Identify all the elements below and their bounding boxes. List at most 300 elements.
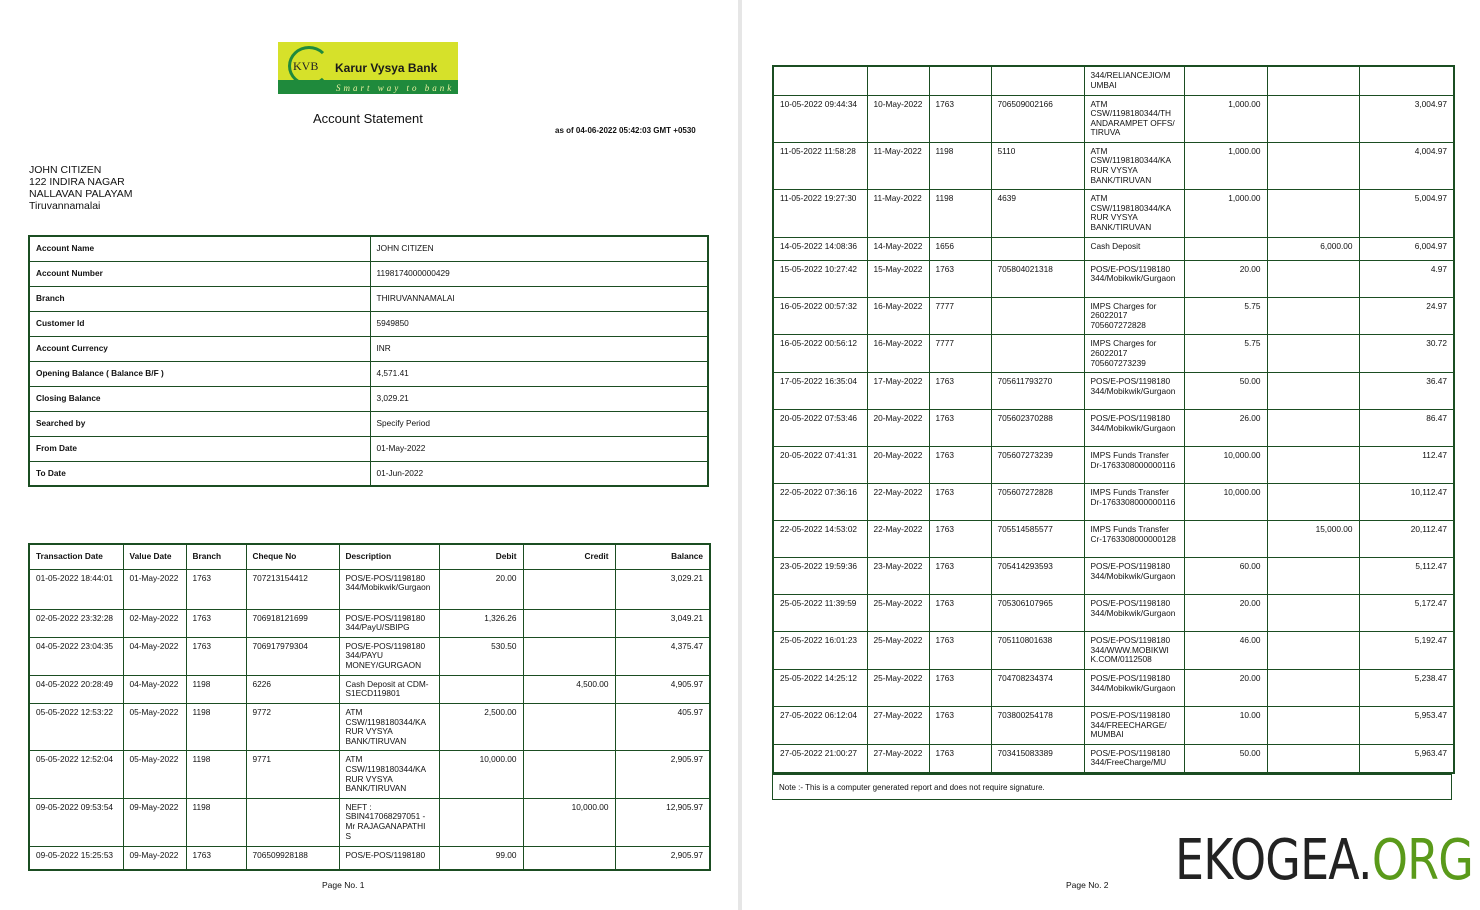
- description-cell: IMPS Charges for 26022017 705607272828: [1084, 297, 1184, 335]
- transaction-date-cell: 16-05-2022 00:56:12: [773, 335, 867, 373]
- value-date-cell: 23-May-2022: [867, 558, 929, 595]
- credit-cell: [1267, 410, 1359, 447]
- transaction-date-cell: 14-05-2022 14:08:36: [773, 237, 867, 260]
- table-row: [773, 706, 1454, 744]
- cheque-no-cell: 707213154412: [246, 569, 339, 609]
- branch-cell: 1198: [929, 190, 991, 237]
- table-row: [773, 669, 1454, 706]
- credit-cell: 10,000.00: [523, 798, 615, 846]
- debit-cell: [439, 675, 523, 703]
- column-header-transaction-date: Transaction Date: [29, 544, 123, 569]
- debit-cell: 10.00: [1184, 706, 1267, 744]
- branch-cell: 1763: [186, 846, 246, 870]
- address-line: NALLAVAN PALAYAM: [29, 188, 133, 200]
- credit-cell: [1267, 669, 1359, 706]
- table-row: [29, 846, 710, 870]
- credit-cell: [1267, 558, 1359, 595]
- column-header-balance: Balance: [615, 544, 710, 569]
- account-info-row: [29, 286, 708, 311]
- field-value: INR: [370, 336, 708, 361]
- branch-cell: 1763: [186, 609, 246, 637]
- field-value: 01-May-2022: [370, 436, 708, 461]
- cheque-no-cell: 706509002166: [991, 95, 1084, 142]
- field-value: 4,571.41: [370, 361, 708, 386]
- debit-cell: 26.00: [1184, 410, 1267, 447]
- table-row: [29, 675, 710, 703]
- balance-cell: 4.97: [1359, 260, 1454, 297]
- description-cell: POS/E-POS/1198180 344/Mobikwik/Gurgaon: [1084, 373, 1184, 410]
- credit-cell: [1267, 373, 1359, 410]
- balance-cell: 2,905.97: [615, 751, 710, 798]
- account-info-row: [29, 336, 708, 361]
- transaction-date-cell: 11-05-2022 19:27:30: [773, 190, 867, 237]
- credit-cell: [1267, 66, 1359, 95]
- credit-cell: [523, 846, 615, 870]
- table-row: [773, 521, 1454, 558]
- branch-cell: 1763: [929, 706, 991, 744]
- branch-cell: 7777: [929, 335, 991, 373]
- credit-cell: [523, 609, 615, 637]
- cheque-no-cell: 705607272828: [991, 484, 1084, 521]
- balance-cell: 5,172.47: [1359, 595, 1454, 632]
- cheque-no-cell: 705514585577: [991, 521, 1084, 558]
- debit-cell: 5.75: [1184, 335, 1267, 373]
- credit-cell: 15,000.00: [1267, 521, 1359, 558]
- debit-cell: 20.00: [1184, 595, 1267, 632]
- cheque-no-cell: 9771: [246, 751, 339, 798]
- transactions-table-page-1: [28, 543, 711, 871]
- account-info-table: [28, 235, 709, 487]
- credit-cell: [523, 751, 615, 798]
- branch-cell: [929, 66, 991, 95]
- credit-cell: [1267, 142, 1359, 189]
- debit-cell: [439, 798, 523, 846]
- value-date-cell: 10-May-2022: [867, 95, 929, 142]
- field-value: 5949850: [370, 311, 708, 336]
- cheque-no-cell: 705607273239: [991, 447, 1084, 484]
- logo-abbr: KVB: [293, 59, 319, 73]
- balance-cell: 3,049.21: [615, 609, 710, 637]
- table-row: [773, 335, 1454, 373]
- transaction-date-cell: 25-05-2022 14:25:12: [773, 669, 867, 706]
- description-cell: IMPS Funds Transfer Dr-1763308000000116: [1084, 447, 1184, 484]
- debit-cell: 20.00: [1184, 260, 1267, 297]
- field-value: 01-Jun-2022: [370, 461, 708, 486]
- branch-cell: 7777: [929, 297, 991, 335]
- debit-cell: 530.50: [439, 637, 523, 675]
- description-cell: Cash Deposit: [1084, 237, 1184, 260]
- field-label: Branch: [29, 286, 370, 311]
- account-info-row: [29, 461, 708, 486]
- transaction-date-cell: 23-05-2022 19:59:36: [773, 558, 867, 595]
- debit-cell: 1,000.00: [1184, 190, 1267, 237]
- cheque-no-cell: 705602370288: [991, 410, 1084, 447]
- branch-cell: 1198: [186, 798, 246, 846]
- transaction-date-cell: 09-05-2022 15:25:53: [29, 846, 123, 870]
- branch-cell: 1763: [929, 558, 991, 595]
- branch-cell: 1763: [929, 484, 991, 521]
- cheque-no-cell: [991, 335, 1084, 373]
- watermark-main: EKOGEA.: [1175, 828, 1372, 893]
- page-separator: [738, 0, 742, 910]
- value-date-cell: 14-May-2022: [867, 237, 929, 260]
- table-row: [773, 190, 1454, 237]
- column-header-description: Description: [339, 544, 439, 569]
- description-cell: POS/E-POS/1198180 344/PayU/SBIPG: [339, 609, 439, 637]
- field-label: Searched by: [29, 411, 370, 436]
- branch-cell: 1763: [929, 410, 991, 447]
- value-date-cell: 11-May-2022: [867, 142, 929, 189]
- description-cell: ATM CSW/1198180344/KA RUR VYSYA BANK/TIRUVAN: [1084, 190, 1184, 237]
- page-title: Account Statement: [313, 111, 423, 126]
- credit-cell: [1267, 297, 1359, 335]
- transaction-date-cell: 04-05-2022 23:04:35: [29, 637, 123, 675]
- field-label: Customer Id: [29, 311, 370, 336]
- account-info-row: [29, 236, 708, 261]
- description-cell: ATM CSW/1198180344/TH ANDARAMPET OFFS/ TIRUVA: [1084, 95, 1184, 142]
- debit-cell: 20.00: [439, 569, 523, 609]
- description-cell: POS/E-POS/1198180 344/Mobikwik/Gurgaon: [1084, 260, 1184, 297]
- logo-bank-name: Karur Vysya Bank: [335, 61, 438, 75]
- table-row: [773, 373, 1454, 410]
- credit-cell: 4,500.00: [523, 675, 615, 703]
- credit-cell: [523, 569, 615, 609]
- table-row: [29, 569, 710, 609]
- branch-cell: 1763: [929, 447, 991, 484]
- description-cell: POS/E-POS/1198180 344/Mobikwik/Gurgaon: [1084, 410, 1184, 447]
- transaction-date-cell: 02-05-2022 23:32:28: [29, 609, 123, 637]
- table-row: [29, 798, 710, 846]
- customer-address: [29, 164, 132, 212]
- debit-cell: 10,000.00: [439, 751, 523, 798]
- credit-cell: [1267, 447, 1359, 484]
- field-label: From Date: [29, 436, 370, 461]
- transaction-date-cell: 10-05-2022 09:44:34: [773, 95, 867, 142]
- cheque-no-cell: 705611793270: [991, 373, 1084, 410]
- value-date-cell: 02-May-2022: [123, 609, 186, 637]
- credit-cell: [1267, 484, 1359, 521]
- description-cell: IMPS Funds Transfer Dr-1763308000000116: [1084, 484, 1184, 521]
- description-cell: 344/RELIANCEJIO/M UMBAI: [1084, 66, 1184, 95]
- value-date-cell: 20-May-2022: [867, 447, 929, 484]
- table-row: [29, 703, 710, 750]
- balance-cell: 20,112.47: [1359, 521, 1454, 558]
- cheque-no-cell: 705804021318: [991, 260, 1084, 297]
- field-value: 1198174000000429: [370, 261, 708, 286]
- value-date-cell: 22-May-2022: [867, 484, 929, 521]
- cheque-no-cell: [991, 66, 1084, 95]
- debit-cell: 5.75: [1184, 297, 1267, 335]
- balance-cell: 36.47: [1359, 373, 1454, 410]
- branch-cell: 1763: [929, 632, 991, 670]
- debit-cell: 50.00: [1184, 373, 1267, 410]
- branch-cell: 1763: [186, 569, 246, 609]
- balance-cell: 112.47: [1359, 447, 1454, 484]
- cheque-no-cell: 706918121699: [246, 609, 339, 637]
- value-date-cell: 16-May-2022: [867, 335, 929, 373]
- transaction-date-cell: 20-05-2022 07:53:46: [773, 410, 867, 447]
- value-date-cell: 15-May-2022: [867, 260, 929, 297]
- description-cell: POS/E-POS/1198180 344/Mobikwik/Gurgaon: [1084, 595, 1184, 632]
- value-date-cell: 25-May-2022: [867, 595, 929, 632]
- transaction-date-cell: 11-05-2022 11:58:28: [773, 142, 867, 189]
- debit-cell: 1,000.00: [1184, 142, 1267, 189]
- table-row: [773, 237, 1454, 260]
- statement-timestamp: as of 04-06-2022 05:42:03 GMT +0530: [555, 126, 696, 135]
- balance-cell: 30.72: [1359, 335, 1454, 373]
- cheque-no-cell: 5110: [991, 142, 1084, 189]
- credit-cell: [1267, 335, 1359, 373]
- value-date-cell: 25-May-2022: [867, 632, 929, 670]
- description-cell: POS/E-POS/1198180 344/PAYU MONEY/GURGAON: [339, 637, 439, 675]
- transaction-date-cell: 05-05-2022 12:53:22: [29, 703, 123, 750]
- balance-cell: 10,112.47: [1359, 484, 1454, 521]
- branch-cell: 1198: [929, 142, 991, 189]
- cheque-no-cell: 704708234374: [991, 669, 1084, 706]
- transaction-date-cell: 25-05-2022 11:39:59: [773, 595, 867, 632]
- table-row: [773, 142, 1454, 189]
- value-date-cell: 05-May-2022: [123, 703, 186, 750]
- cheque-no-cell: [246, 798, 339, 846]
- branch-cell: 1763: [929, 744, 991, 773]
- description-cell: NEFT : SBIN417068297051 - Mr RAJAGANAPATHI S: [339, 798, 439, 846]
- table-row: [773, 95, 1454, 142]
- description-cell: POS/E-POS/1198180 344/FREECHARGE/ MUMBAI: [1084, 706, 1184, 744]
- field-value: THIRUVANNAMALAI: [370, 286, 708, 311]
- description-cell: ATM CSW/1198180344/KA RUR VYSYA BANK/TIRUVAN: [1084, 142, 1184, 189]
- balance-cell: 5,238.47: [1359, 669, 1454, 706]
- column-header-credit: Credit: [523, 544, 615, 569]
- balance-cell: 4,375.47: [615, 637, 710, 675]
- field-label: Account Currency: [29, 336, 370, 361]
- value-date-cell: 09-May-2022: [123, 798, 186, 846]
- value-date-cell: 05-May-2022: [123, 751, 186, 798]
- table-row: [773, 297, 1454, 335]
- description-cell: POS/E-POS/1198180 344/Mobikwik/Gurgaon: [339, 569, 439, 609]
- value-date-cell: 01-May-2022: [123, 569, 186, 609]
- debit-cell: [1184, 521, 1267, 558]
- branch-cell: 1763: [929, 95, 991, 142]
- debit-cell: 50.00: [1184, 744, 1267, 773]
- balance-cell: 5,953.47: [1359, 706, 1454, 744]
- account-info-row: [29, 436, 708, 461]
- value-date-cell: 04-May-2022: [123, 675, 186, 703]
- branch-cell: 1763: [929, 260, 991, 297]
- watermark: [1175, 828, 1473, 893]
- transaction-date-cell: 17-05-2022 16:35:04: [773, 373, 867, 410]
- transaction-date-cell: 20-05-2022 07:41:31: [773, 447, 867, 484]
- table-row: [773, 484, 1454, 521]
- value-date-cell: 25-May-2022: [867, 669, 929, 706]
- description-cell: ATM CSW/1198180344/KA RUR VYSYA BANK/TIRUVAN: [339, 703, 439, 750]
- credit-cell: [1267, 706, 1359, 744]
- transaction-date-cell: 22-05-2022 07:36:16: [773, 484, 867, 521]
- branch-cell: 1656: [929, 237, 991, 260]
- value-date-cell: 20-May-2022: [867, 410, 929, 447]
- balance-cell: 6,004.97: [1359, 237, 1454, 260]
- balance-cell: 3,029.21: [615, 569, 710, 609]
- value-date-cell: 27-May-2022: [867, 744, 929, 773]
- account-info-row: [29, 361, 708, 386]
- logo-tagline: Smart way to bank: [336, 83, 455, 93]
- transaction-date-cell: 05-05-2022 12:52:04: [29, 751, 123, 798]
- debit-cell: 10,000.00: [1184, 484, 1267, 521]
- credit-cell: [523, 703, 615, 750]
- branch-cell: 1763: [929, 595, 991, 632]
- balance-cell: 5,004.97: [1359, 190, 1454, 237]
- value-date-cell: 22-May-2022: [867, 521, 929, 558]
- column-header-value-date: Value Date: [123, 544, 186, 569]
- balance-cell: 405.97: [615, 703, 710, 750]
- account-info-row: [29, 411, 708, 436]
- field-label: To Date: [29, 461, 370, 486]
- field-value: JOHN CITIZEN: [370, 236, 708, 261]
- value-date-cell: 04-May-2022: [123, 637, 186, 675]
- account-info-row: [29, 311, 708, 336]
- transaction-date-cell: 15-05-2022 10:27:42: [773, 260, 867, 297]
- balance-cell: 12,905.97: [615, 798, 710, 846]
- account-info-row: [29, 386, 708, 411]
- table-row: [773, 66, 1454, 95]
- description-cell: IMPS Charges for 26022017 705607273239: [1084, 335, 1184, 373]
- description-cell: POS/E-POS/1198180 344/Mobikwik/Gurgaon: [1084, 558, 1184, 595]
- field-label: Account Number: [29, 261, 370, 286]
- cheque-no-cell: 705110801638: [991, 632, 1084, 670]
- branch-cell: 1763: [929, 669, 991, 706]
- column-header-cheque-no: Cheque No: [246, 544, 339, 569]
- table-header-row: [29, 544, 710, 569]
- table-row: [29, 609, 710, 637]
- table-row: [773, 447, 1454, 484]
- transaction-date-cell: 27-05-2022 06:12:04: [773, 706, 867, 744]
- cheque-no-cell: 705414293593: [991, 558, 1084, 595]
- branch-cell: 1763: [186, 637, 246, 675]
- description-cell: POS/E-POS/1198180 344/WWW.MOBIKWI K.COM/0112508: [1084, 632, 1184, 670]
- balance-cell: 4,905.97: [615, 675, 710, 703]
- cheque-no-cell: [991, 237, 1084, 260]
- branch-cell: 1198: [186, 675, 246, 703]
- field-label: Opening Balance ( Balance B/F ): [29, 361, 370, 386]
- value-date-cell: 11-May-2022: [867, 190, 929, 237]
- description-cell: POS/E-POS/1198180: [339, 846, 439, 870]
- balance-cell: 2,905.97: [615, 846, 710, 870]
- watermark-suffix: ORG: [1371, 828, 1474, 893]
- transaction-date-cell: 27-05-2022 21:00:27: [773, 744, 867, 773]
- table-row: [773, 558, 1454, 595]
- debit-cell: 20.00: [1184, 669, 1267, 706]
- branch-cell: 1198: [186, 703, 246, 750]
- field-label: Account Name: [29, 236, 370, 261]
- transaction-date-cell: 09-05-2022 09:53:54: [29, 798, 123, 846]
- footer-note: Note :- This is a computer generated report and does not require signature.: [772, 774, 1452, 800]
- value-date-cell: 09-May-2022: [123, 846, 186, 870]
- description-cell: ATM CSW/1198180344/KA RUR VYSYA BANK/TIRUVAN: [339, 751, 439, 798]
- address-line: 122 INDIRA NAGAR: [29, 176, 125, 188]
- balance-cell: 4,004.97: [1359, 142, 1454, 189]
- transaction-date-cell: 16-05-2022 00:57:32: [773, 297, 867, 335]
- transactions-table-page-2: [772, 65, 1455, 774]
- table-row: [29, 637, 710, 675]
- column-header-debit: Debit: [439, 544, 523, 569]
- cheque-no-cell: 703415083389: [991, 744, 1084, 773]
- transaction-date-cell: 04-05-2022 20:28:49: [29, 675, 123, 703]
- credit-cell: [523, 637, 615, 675]
- debit-cell: 2,500.00: [439, 703, 523, 750]
- cheque-no-cell: 705306107965: [991, 595, 1084, 632]
- value-date-cell: 16-May-2022: [867, 297, 929, 335]
- branch-cell: 1763: [929, 521, 991, 558]
- branch-cell: 1763: [929, 373, 991, 410]
- debit-cell: 99.00: [439, 846, 523, 870]
- credit-cell: [1267, 744, 1359, 773]
- field-label: Closing Balance: [29, 386, 370, 411]
- balance-cell: 5,963.47: [1359, 744, 1454, 773]
- value-date-cell: 17-May-2022: [867, 373, 929, 410]
- value-date-cell: [867, 66, 929, 95]
- table-row: [773, 744, 1454, 773]
- address-line: JOHN CITIZEN: [29, 164, 102, 176]
- table-row: [773, 410, 1454, 447]
- description-cell: Cash Deposit at CDM-S1ECD119801: [339, 675, 439, 703]
- credit-cell: [1267, 95, 1359, 142]
- cheque-no-cell: 703800254178: [991, 706, 1084, 744]
- description-cell: POS/E-POS/1198180 344/FreeCharge/MU: [1084, 744, 1184, 773]
- balance-cell: 5,192.47: [1359, 632, 1454, 670]
- cheque-no-cell: [991, 297, 1084, 335]
- transaction-date-cell: 25-05-2022 16:01:23: [773, 632, 867, 670]
- page-number-2: Page No. 2: [1066, 880, 1109, 890]
- balance-cell: [1359, 66, 1454, 95]
- debit-cell: [1184, 237, 1267, 260]
- cheque-no-cell: 6226: [246, 675, 339, 703]
- address-line: Tiruvannamalai: [29, 200, 101, 212]
- debit-cell: 60.00: [1184, 558, 1267, 595]
- cheque-no-cell: 4639: [991, 190, 1084, 237]
- balance-cell: 5,112.47: [1359, 558, 1454, 595]
- transaction-date-cell: [773, 66, 867, 95]
- cheque-no-cell: 706917979304: [246, 637, 339, 675]
- page-number-1: Page No. 1: [322, 880, 365, 890]
- field-value: 3,029.21: [370, 386, 708, 411]
- account-info-row: [29, 261, 708, 286]
- credit-cell: [1267, 595, 1359, 632]
- table-row: [773, 632, 1454, 670]
- credit-cell: 6,000.00: [1267, 237, 1359, 260]
- transaction-date-cell: 22-05-2022 14:53:02: [773, 521, 867, 558]
- cheque-no-cell: 706509928188: [246, 846, 339, 870]
- balance-cell: 3,004.97: [1359, 95, 1454, 142]
- branch-cell: 1198: [186, 751, 246, 798]
- field-value: Specify Period: [370, 411, 708, 436]
- table-row: [773, 260, 1454, 297]
- table-row: [29, 751, 710, 798]
- debit-cell: [1184, 66, 1267, 95]
- table-row: [773, 595, 1454, 632]
- column-header-branch: Branch: [186, 544, 246, 569]
- debit-cell: 46.00: [1184, 632, 1267, 670]
- description-cell: IMPS Funds Transfer Cr-1763308000000128: [1084, 521, 1184, 558]
- balance-cell: 86.47: [1359, 410, 1454, 447]
- balance-cell: 24.97: [1359, 297, 1454, 335]
- debit-cell: 10,000.00: [1184, 447, 1267, 484]
- description-cell: POS/E-POS/1198180 344/Mobikwik/Gurgaon: [1084, 669, 1184, 706]
- credit-cell: [1267, 632, 1359, 670]
- debit-cell: 1,326.26: [439, 609, 523, 637]
- debit-cell: 1,000.00: [1184, 95, 1267, 142]
- cheque-no-cell: 9772: [246, 703, 339, 750]
- bank-logo: [278, 42, 458, 94]
- value-date-cell: 27-May-2022: [867, 706, 929, 744]
